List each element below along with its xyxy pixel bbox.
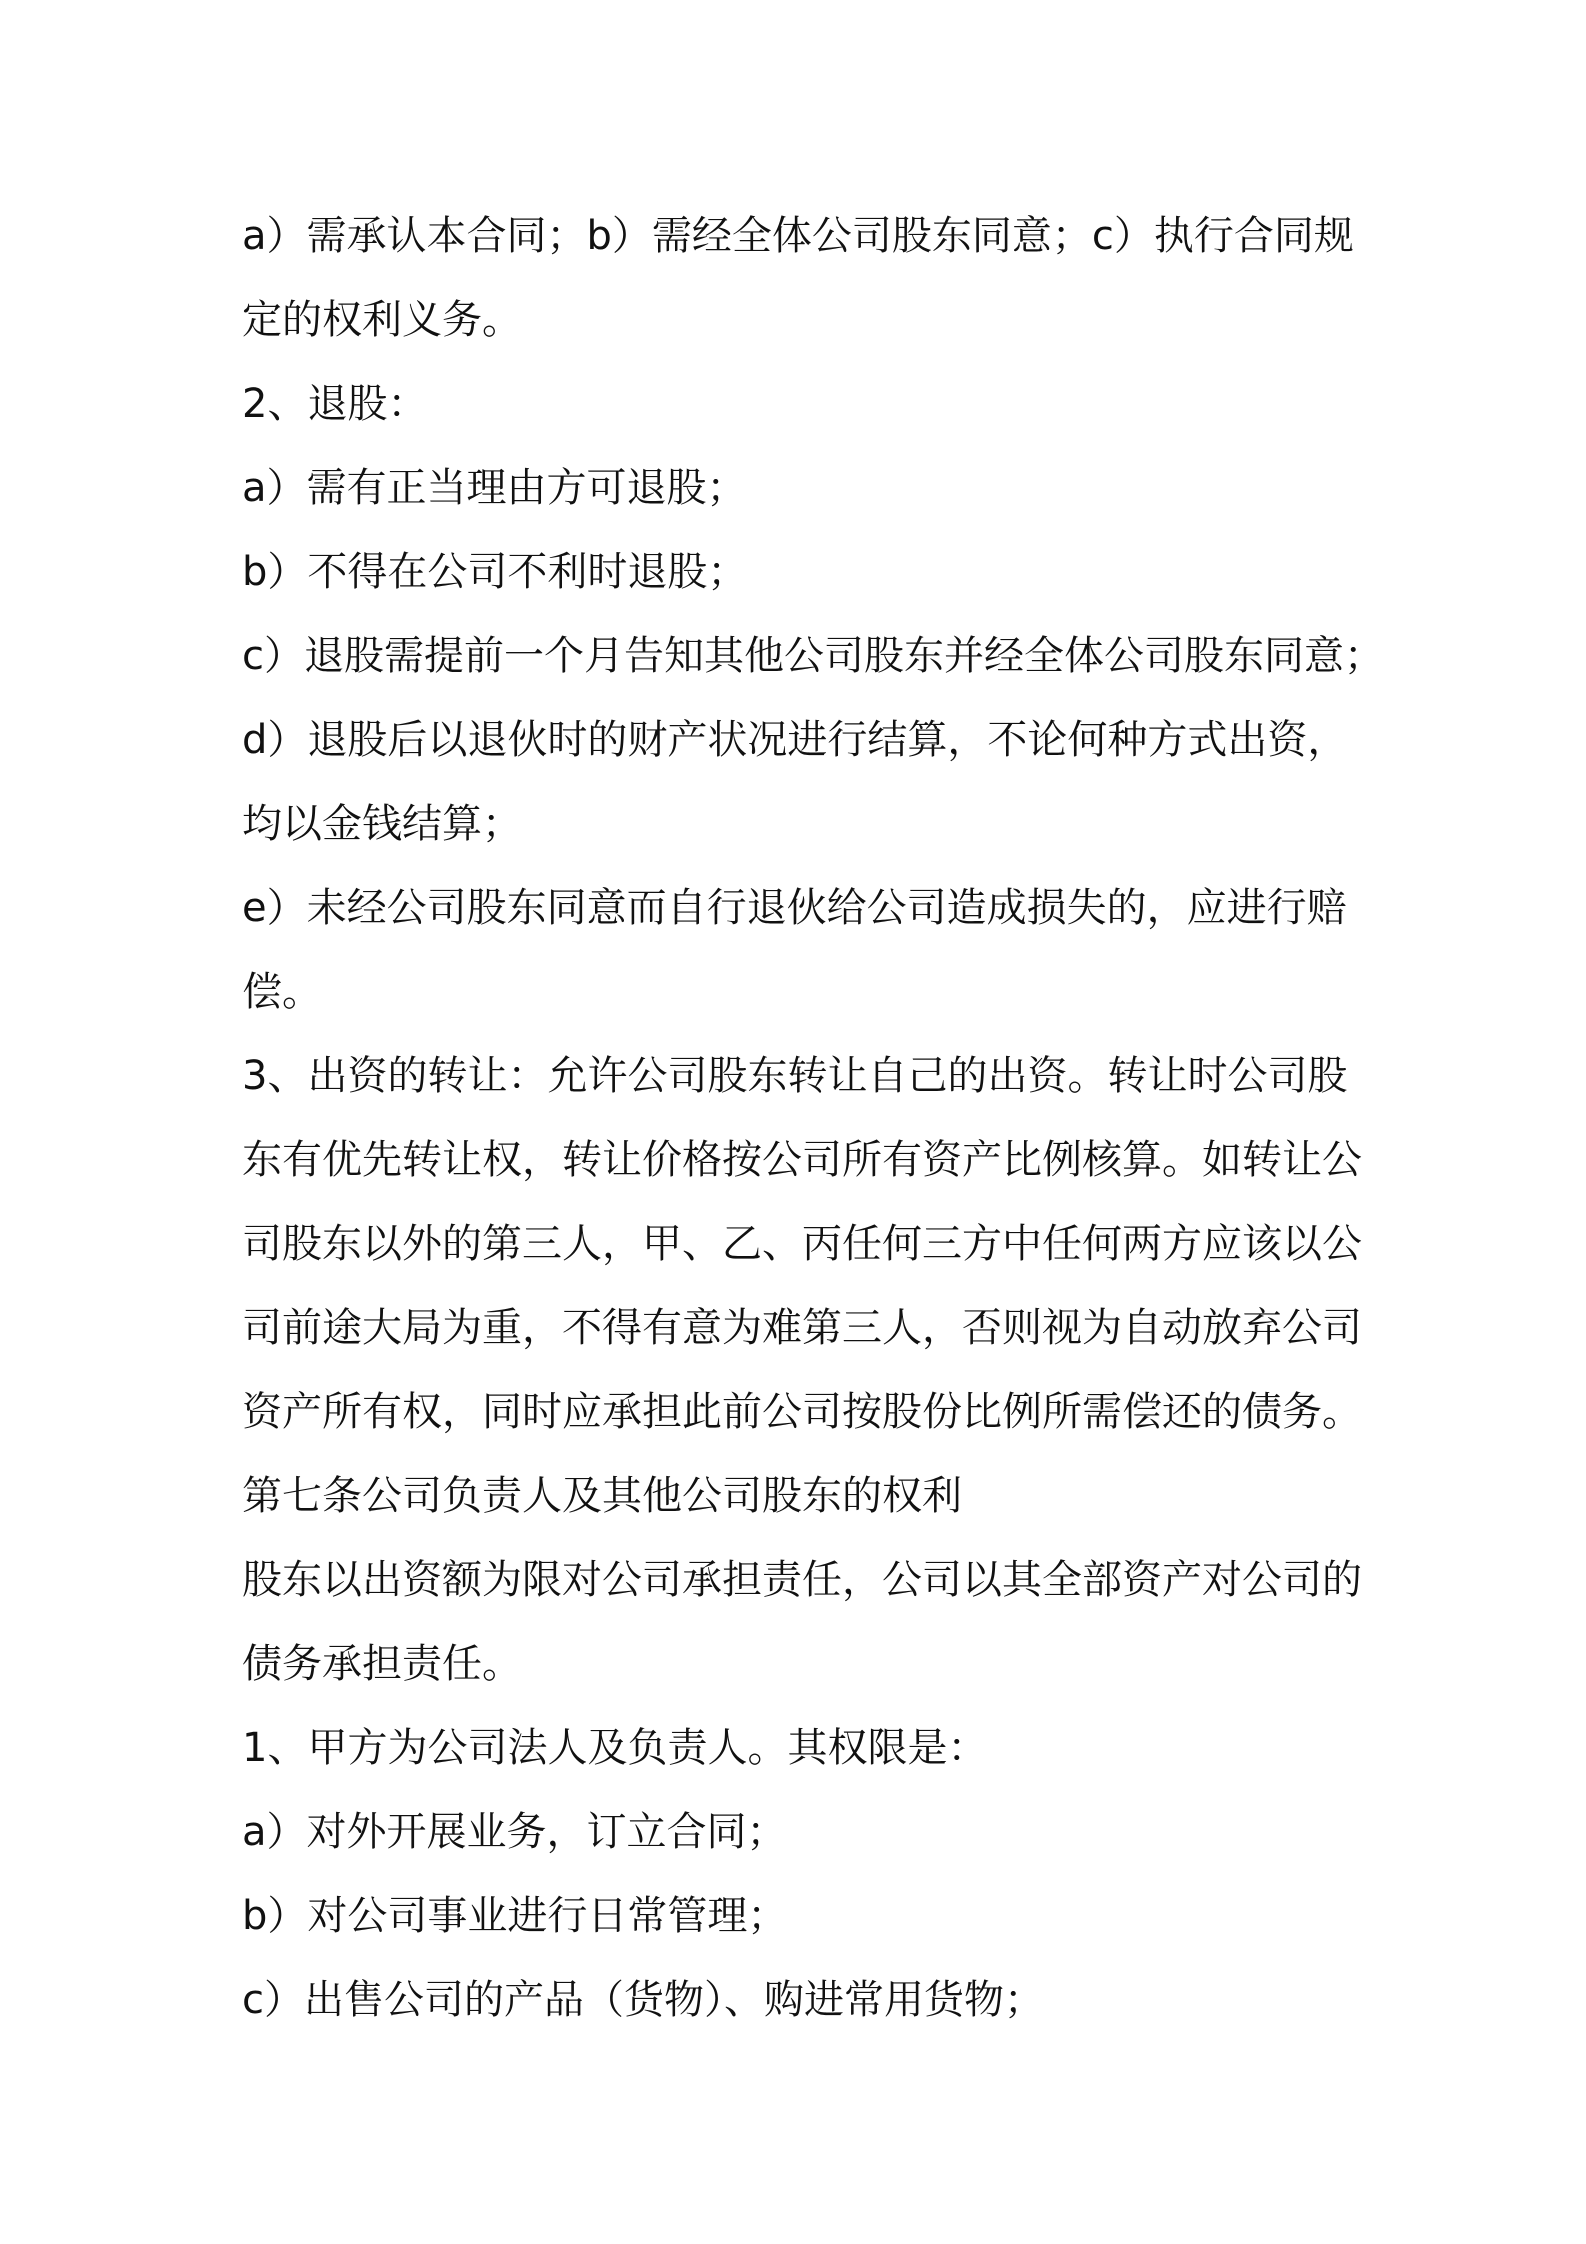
text-line: 1、甲方为公司法人及负责人。其权限是： (242, 1725, 988, 1771)
text-line: 司股东以外的第三人，甲、乙、丙任何三方中任何两方应该以公 (242, 1221, 1362, 1267)
text-line: 资产所有权，同时应承担此前公司按股份比例所需偿还的债务。 (242, 1389, 1362, 1435)
text-line: a）对外开展业务，订立合同； (242, 1809, 787, 1855)
text-line: 偿。 (242, 969, 322, 1015)
text-line: a）需承认本合同；b）需经全体公司股东同意；c）执行合同规 (242, 213, 1354, 259)
text-line: 司前途大局为重，不得有意为难第三人，否则视为自动放弃公司 (242, 1305, 1362, 1351)
text-line: a）需有正当理由方可退股； (242, 465, 747, 511)
text-line: 3、出资的转让：允许公司股东转让自己的出资。转让时公司股 (242, 1053, 1348, 1099)
text-line: 均以金钱结算； (242, 801, 522, 847)
text-line: 东有优先转让权，转让价格按公司所有资产比例核算。如转让公 (242, 1137, 1362, 1183)
article-heading: 第七条公司负责人及其他公司股东的权利 (242, 1473, 962, 1519)
text-line: e）未经公司股东同意而自行退伙给公司造成损失的，应进行赔 (242, 885, 1347, 931)
text-line: 定的权利义务。 (242, 297, 522, 343)
text-line: b）对公司事业进行日常管理； (242, 1893, 788, 1939)
text-line: b）不得在公司不利时退股； (242, 549, 748, 595)
section-heading: 2、退股： (242, 381, 428, 427)
document-body (242, 194, 1382, 2042)
text-line: c）退股需提前一个月告知其他公司股东并经全体公司股东同意； (242, 633, 1384, 679)
text-line: 股东以出资额为限对公司承担责任，公司以其全部资产对公司的 (242, 1557, 1362, 1603)
text-line: c）出售公司的产品（货物）、购进常用货物； (242, 1977, 1044, 2023)
text-line: d）退股后以退伙时的财产状况进行结算，不论何种方式出资， (242, 717, 1348, 763)
text-line: 债务承担责任。 (242, 1641, 522, 1687)
